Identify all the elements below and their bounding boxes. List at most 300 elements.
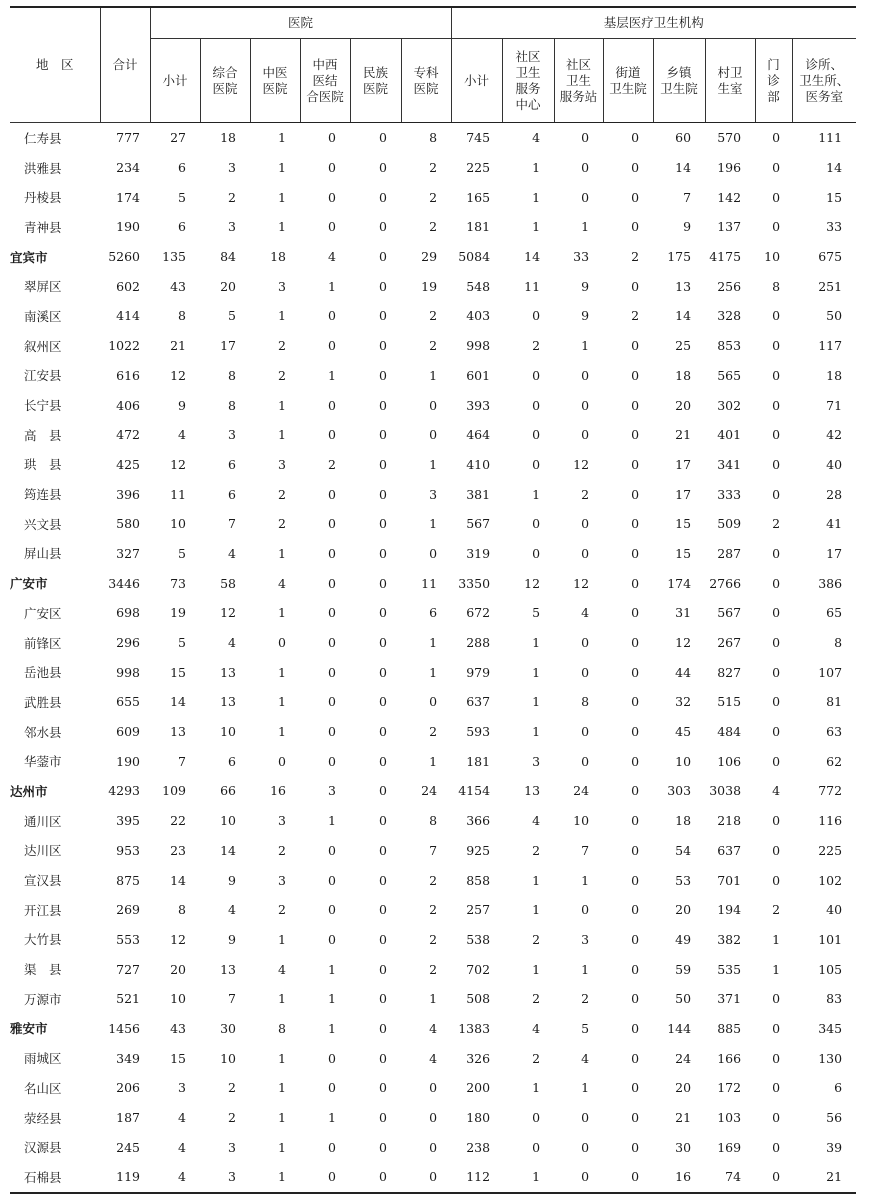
value-cell: 1 (278, 397, 286, 413)
value-cell: 5 (178, 635, 186, 651)
value-cell: 296 (116, 635, 140, 651)
table-body (10, 123, 856, 1193)
value-cell: 9 (228, 931, 236, 947)
value-cell: 637 (717, 842, 742, 858)
value-cell: 0 (429, 1080, 438, 1096)
value-cell: 0 (429, 427, 438, 443)
value-cell: 5 (581, 1020, 590, 1036)
value-cell: 1 (502, 1162, 554, 1193)
value-cell: 2766 (709, 575, 742, 591)
value-cell: 4 (581, 1050, 590, 1066)
value-cell: 30 (675, 1139, 692, 1155)
value-cell: 0 (772, 664, 781, 680)
value-cell: 6 (228, 456, 236, 472)
hospital-col-header: 综合 医院 (200, 39, 250, 123)
basic-col-header: 门 诊 部 (755, 39, 792, 123)
value-cell: 0 (379, 961, 387, 977)
value-cell: 548 (466, 278, 491, 294)
value-cell: 4 (772, 783, 781, 799)
value-cell: 1 (328, 813, 336, 829)
value-cell: 3 (278, 278, 286, 294)
value-cell: 0 (328, 575, 336, 591)
county-row (10, 479, 856, 509)
value-cell: 0 (772, 308, 781, 324)
value-cell: 53 (675, 872, 692, 888)
value-cell: 827 (717, 664, 742, 680)
value-cell: 401 (717, 427, 742, 443)
county-row (10, 984, 856, 1014)
value-cell: 59 (675, 961, 692, 977)
value-cell: 0 (772, 130, 781, 146)
value-cell: 10 (675, 753, 692, 769)
county-row (10, 450, 856, 480)
basic-col-header: 街道 卫生院 (603, 39, 653, 123)
value-cell: 333 (717, 486, 742, 502)
value-cell: 0 (631, 931, 640, 947)
value-cell: 50 (826, 308, 843, 324)
county-row (10, 123, 856, 153)
value-cell: 1 (278, 1110, 286, 1126)
value-cell: 190 (116, 753, 140, 769)
value-cell: 119 (100, 1162, 150, 1193)
value-cell: 2 (772, 516, 781, 532)
value-cell: 0 (532, 545, 541, 561)
value-cell: 0 (631, 189, 640, 205)
value-cell: 0 (379, 219, 387, 235)
value-cell: 142 (717, 189, 742, 205)
value-cell: 225 (818, 842, 843, 858)
value-cell: 10 (764, 249, 781, 265)
value-cell: 1 (278, 427, 286, 443)
value-cell: 10 (170, 516, 186, 532)
value-cell: 8 (178, 902, 186, 918)
region-name: 雅安市 (10, 1021, 48, 1037)
value-cell: 21 (675, 1110, 692, 1126)
value-cell: 0 (379, 931, 387, 947)
value-cell: 245 (116, 1139, 140, 1155)
value-cell: 2 (429, 872, 438, 888)
value-cell: 1 (532, 664, 541, 680)
value-cell: 190 (116, 219, 140, 235)
value-cell: 4 (178, 427, 186, 443)
value-cell: 341 (717, 456, 742, 472)
basic-col-header: 诊所、 卫生所、 医务室 (792, 39, 856, 123)
value-cell: 16 (653, 1162, 705, 1193)
county-row (10, 895, 856, 925)
value-cell: 3 (429, 486, 438, 502)
value-cell: 1 (278, 664, 286, 680)
value-cell: 1 (328, 961, 336, 977)
value-cell: 0 (401, 1162, 451, 1193)
value-cell: 5 (532, 605, 541, 621)
value-cell: 13 (170, 724, 186, 740)
value-cell: 0 (328, 842, 336, 858)
value-cell: 0 (772, 694, 781, 710)
value-cell: 4 (228, 902, 236, 918)
value-cell: 0 (532, 1139, 541, 1155)
value-cell: 521 (116, 991, 140, 1007)
value-cell: 13 (220, 664, 236, 680)
value-cell: 3 (278, 813, 286, 829)
value-cell: 0 (379, 427, 387, 443)
value-cell: 0 (631, 397, 640, 413)
value-cell: 0 (379, 635, 387, 651)
value-cell: 403 (466, 308, 491, 324)
value-cell: 0 (772, 338, 781, 354)
value-cell: 174 (667, 575, 692, 591)
value-cell: 18 (220, 130, 236, 146)
value-cell: 0 (532, 427, 541, 443)
value-cell: 20 (220, 278, 236, 294)
value-cell: 14 (170, 872, 186, 888)
value-cell: 371 (717, 991, 742, 1007)
value-cell: 0 (581, 516, 590, 532)
value-cell: 66 (220, 783, 236, 799)
value-cell: 10 (573, 813, 590, 829)
value-cell: 65 (826, 605, 843, 621)
value-cell: 0 (631, 694, 640, 710)
value-cell: 7 (581, 842, 590, 858)
county-row (10, 361, 856, 391)
value-cell: 2 (278, 367, 286, 383)
value-cell: 0 (379, 991, 387, 1007)
value-cell: 14 (524, 249, 541, 265)
value-cell: 0 (631, 902, 640, 918)
value-cell: 0 (379, 249, 387, 265)
value-cell: 1 (278, 160, 286, 176)
value-cell: 1 (278, 219, 286, 235)
value-cell: 21 (675, 427, 692, 443)
value-cell: 267 (717, 635, 742, 651)
health-institutions-table (10, 6, 856, 1194)
value-cell: 745 (466, 130, 491, 146)
value-cell: 31 (675, 605, 692, 621)
value-cell: 165 (466, 189, 491, 205)
value-cell: 0 (772, 189, 781, 205)
value-cell: 406 (116, 397, 140, 413)
value-cell: 396 (116, 486, 140, 502)
value-cell: 3 (278, 456, 286, 472)
value-cell: 0 (379, 783, 387, 799)
value-cell: 74 (705, 1162, 755, 1193)
value-cell: 0 (581, 1110, 590, 1126)
value-cell: 6 (429, 605, 438, 621)
value-cell: 2 (429, 160, 438, 176)
basic-col-header: 社区 卫生 服务站 (554, 39, 603, 123)
value-cell: 17 (826, 545, 843, 561)
value-cell: 0 (581, 130, 590, 146)
value-cell: 20 (675, 1080, 692, 1096)
value-cell: 17 (675, 456, 692, 472)
value-cell: 1 (581, 961, 590, 977)
value-cell: 1 (429, 991, 438, 1007)
value-cell: 0 (755, 1162, 792, 1193)
value-cell: 0 (581, 427, 590, 443)
value-cell: 24 (421, 783, 438, 799)
county-row (10, 420, 856, 450)
value-cell: 11 (170, 486, 186, 502)
value-cell: 33 (573, 249, 590, 265)
value-cell: 5 (178, 545, 186, 561)
value-cell: 14 (675, 160, 692, 176)
value-cell: 84 (220, 249, 236, 265)
value-cell: 60 (675, 130, 692, 146)
value-cell: 0 (532, 367, 541, 383)
value-cell: 0 (631, 1050, 640, 1066)
value-cell: 885 (717, 1020, 742, 1036)
value-cell: 0 (581, 635, 590, 651)
value-cell: 0 (772, 219, 781, 235)
value-cell: 3 (278, 872, 286, 888)
value-cell: 0 (631, 338, 640, 354)
value-cell: 3 (228, 1139, 236, 1155)
value-cell: 27 (170, 130, 186, 146)
value-cell: 0 (379, 516, 387, 532)
region-name: 青神县 (24, 219, 62, 235)
value-cell: 0 (328, 1050, 336, 1066)
value-cell: 251 (818, 278, 843, 294)
hospital-col-header: 中西 医结 合医院 (300, 39, 350, 123)
value-cell: 2 (772, 902, 781, 918)
region-name: 武胜县 (24, 694, 62, 710)
value-cell: 303 (667, 783, 692, 799)
basic-col-header: 村卫 生室 (705, 39, 755, 123)
value-cell: 2 (278, 486, 286, 502)
value-cell: 0 (772, 753, 781, 769)
city-row (10, 568, 856, 598)
value-cell: 71 (826, 397, 843, 413)
county-row (10, 153, 856, 183)
value-cell: 414 (116, 308, 140, 324)
value-cell: 9 (228, 872, 236, 888)
value-cell: 727 (116, 961, 140, 977)
value-cell: 1 (772, 961, 781, 977)
region-name: 名山区 (24, 1080, 62, 1096)
value-cell: 0 (379, 724, 387, 740)
value-cell: 12 (170, 931, 186, 947)
value-cell: 17 (675, 486, 692, 502)
value-cell: 3038 (709, 783, 742, 799)
value-cell: 2 (278, 338, 286, 354)
value-cell: 0 (328, 724, 336, 740)
value-cell: 4 (328, 249, 336, 265)
value-cell: 0 (554, 1162, 603, 1193)
county-row (10, 717, 856, 747)
value-cell: 2 (532, 338, 541, 354)
value-cell: 0 (631, 367, 640, 383)
value-cell: 3 (228, 427, 236, 443)
value-cell: 1 (581, 338, 590, 354)
value-cell: 2 (429, 308, 438, 324)
region-name: 屏山县 (24, 546, 62, 562)
value-cell: 0 (328, 486, 336, 502)
value-cell: 6 (834, 1080, 843, 1096)
value-cell: 1 (581, 872, 590, 888)
value-cell: 15 (170, 664, 186, 680)
value-cell: 4293 (108, 783, 140, 799)
value-cell: 0 (328, 516, 336, 532)
value-cell: 0 (772, 813, 781, 829)
value-cell: 24 (675, 1050, 692, 1066)
value-cell: 1 (772, 931, 781, 947)
value-cell: 0 (379, 813, 387, 829)
value-cell: 326 (466, 1050, 491, 1066)
value-cell: 2 (328, 456, 336, 472)
value-cell: 2 (228, 1110, 236, 1126)
region-name: 大竹县 (24, 932, 62, 948)
value-cell: 1 (278, 724, 286, 740)
value-cell: 0 (772, 575, 781, 591)
value-cell: 0 (631, 813, 640, 829)
value-cell: 0 (631, 1110, 640, 1126)
value-cell: 8 (178, 308, 186, 324)
value-cell: 0 (379, 456, 387, 472)
value-cell: 13 (220, 961, 236, 977)
value-cell: 21 (170, 338, 186, 354)
value-cell: 777 (116, 130, 140, 146)
value-cell: 12 (675, 635, 692, 651)
value-cell: 616 (116, 367, 140, 383)
value-cell: 319 (466, 545, 491, 561)
value-cell: 112 (451, 1162, 502, 1193)
value-cell: 1 (532, 902, 541, 918)
value-cell: 0 (328, 753, 336, 769)
value-cell: 464 (466, 427, 491, 443)
value-cell: 9 (683, 219, 692, 235)
value-cell: 0 (328, 130, 336, 146)
value-cell: 144 (667, 1020, 692, 1036)
value-cell: 0 (379, 278, 387, 294)
value-cell: 1 (429, 753, 438, 769)
value-cell: 508 (466, 991, 491, 1007)
value-cell: 0 (631, 961, 640, 977)
value-cell: 1 (278, 308, 286, 324)
value-cell: 196 (717, 160, 742, 176)
value-cell: 0 (429, 1110, 438, 1126)
region-name: 兴文县 (24, 516, 62, 532)
value-cell: 580 (116, 516, 140, 532)
value-cell: 2 (429, 931, 438, 947)
value-cell: 0 (631, 753, 640, 769)
value-cell: 12 (170, 456, 186, 472)
value-cell: 1 (278, 1080, 286, 1096)
value-cell: 166 (717, 1050, 742, 1066)
region-name: 渠 县 (24, 962, 62, 978)
value-cell: 40 (826, 456, 843, 472)
value-cell: 0 (379, 1139, 387, 1155)
value-cell: 0 (581, 189, 590, 205)
value-cell: 0 (328, 545, 336, 561)
value-cell: 0 (379, 1020, 387, 1036)
value-cell: 20 (170, 961, 186, 977)
region-name: 仁寿县 (24, 130, 62, 146)
value-cell: 0 (581, 902, 590, 918)
value-cell: 0 (532, 397, 541, 413)
region-header: 地 区 (10, 7, 100, 123)
value-cell: 10 (220, 724, 236, 740)
value-cell: 327 (116, 545, 140, 561)
value-cell: 0 (532, 456, 541, 472)
value-cell: 50 (675, 991, 692, 1007)
value-cell: 702 (466, 961, 491, 977)
value-cell: 287 (717, 545, 742, 561)
value-cell: 0 (631, 783, 640, 799)
value-cell: 0 (379, 189, 387, 205)
county-row (10, 836, 856, 866)
basic-col-header: 社区 卫生 服务 中心 (502, 39, 554, 123)
value-cell: 0 (631, 1020, 640, 1036)
value-cell: 0 (328, 308, 336, 324)
value-cell: 0 (328, 902, 336, 918)
basic-col-header: 小计 (451, 39, 502, 123)
value-cell: 14 (675, 308, 692, 324)
region-name: 高 县 (24, 427, 62, 443)
value-cell: 0 (772, 872, 781, 888)
value-cell: 0 (631, 1080, 640, 1096)
county-row (10, 628, 856, 658)
value-cell: 2 (228, 189, 236, 205)
value-cell: 0 (772, 397, 781, 413)
value-cell: 565 (717, 367, 742, 383)
value-cell: 1 (328, 367, 336, 383)
value-cell: 13 (220, 694, 236, 710)
value-cell: 0 (379, 338, 387, 354)
value-cell: 9 (581, 278, 590, 294)
value-cell: 0 (328, 1080, 336, 1096)
value-cell: 117 (818, 338, 843, 354)
table-header (10, 7, 856, 123)
value-cell: 2 (429, 338, 438, 354)
value-cell: 0 (379, 397, 387, 413)
value-cell: 0 (631, 1139, 640, 1155)
value-cell: 1 (328, 278, 336, 294)
value-cell: 0 (429, 545, 438, 561)
value-cell: 45 (675, 724, 692, 740)
value-cell: 288 (466, 635, 491, 651)
value-cell: 238 (466, 1139, 491, 1155)
county-row (10, 598, 856, 628)
value-cell: 0 (772, 456, 781, 472)
value-cell: 2 (631, 308, 640, 324)
region-name: 邻水县 (24, 724, 62, 740)
value-cell: 567 (717, 605, 742, 621)
value-cell: 12 (170, 367, 186, 383)
value-cell: 172 (717, 1080, 742, 1096)
value-cell: 0 (631, 486, 640, 502)
value-cell: 5 (178, 189, 186, 205)
value-cell: 0 (772, 1080, 781, 1096)
region-name: 宜宾市 (10, 249, 48, 265)
value-cell: 0 (772, 605, 781, 621)
value-cell: 0 (631, 160, 640, 176)
value-cell: 101 (818, 931, 843, 947)
value-cell: 0 (631, 278, 640, 294)
value-cell: 2 (278, 902, 286, 918)
value-cell: 858 (466, 872, 491, 888)
value-cell: 0 (631, 872, 640, 888)
value-cell: 3 (178, 1080, 186, 1096)
value-cell: 0 (772, 991, 781, 1007)
value-cell: 2 (429, 219, 438, 235)
region-name: 广安区 (24, 605, 62, 621)
value-cell: 3 (228, 219, 236, 235)
value-cell: 0 (328, 338, 336, 354)
value-cell: 19 (421, 278, 438, 294)
city-row (10, 776, 856, 806)
value-cell: 672 (466, 605, 491, 621)
value-cell: 0 (379, 842, 387, 858)
value-cell: 40 (826, 902, 843, 918)
